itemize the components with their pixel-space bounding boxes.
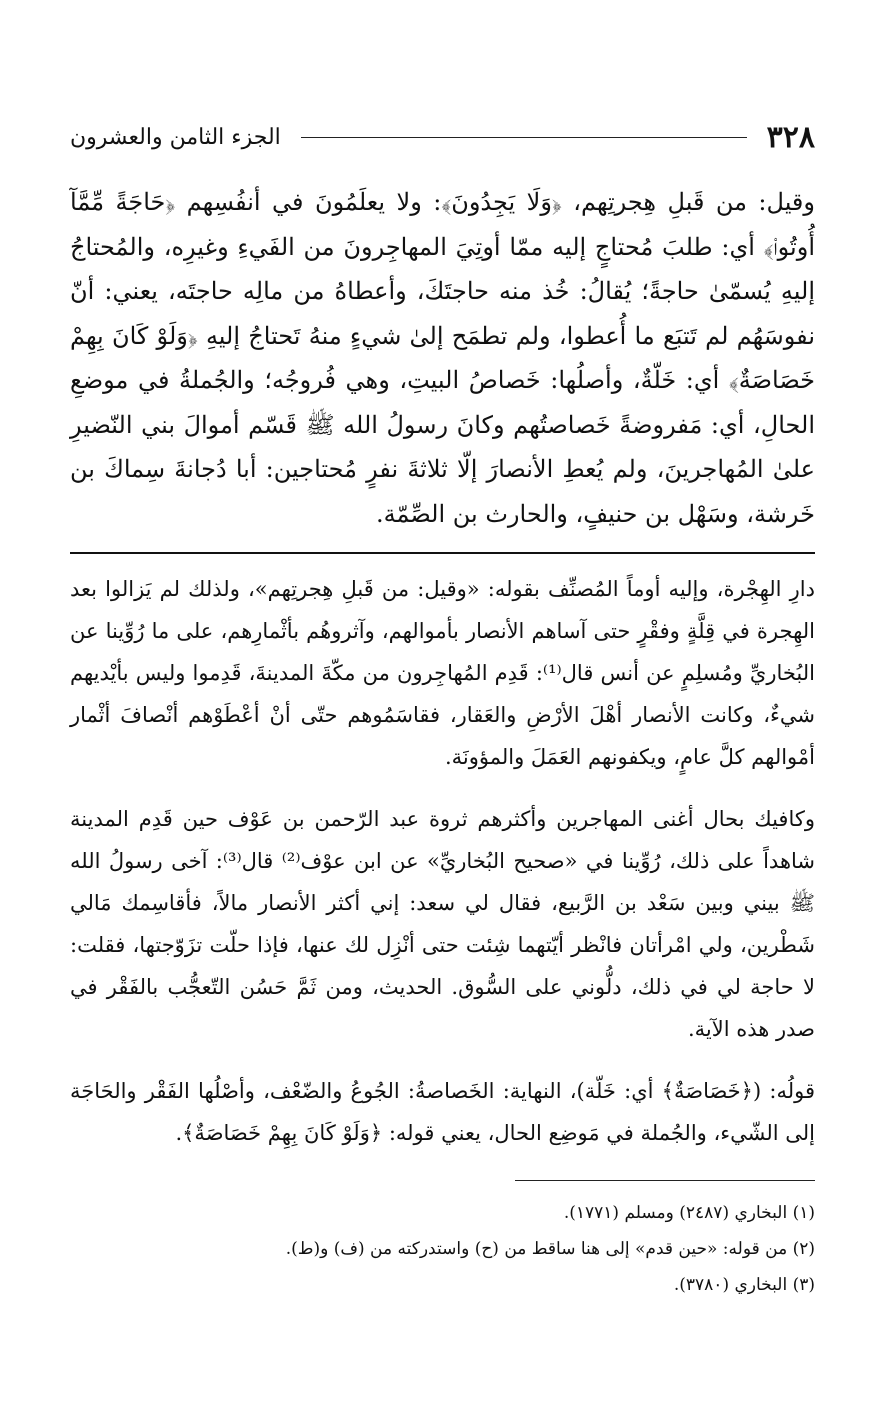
footnote-3: (٣) البخاري (٣٧٨٠). bbox=[673, 1275, 815, 1295]
page-header bbox=[70, 112, 815, 162]
book-page bbox=[70, 112, 815, 1303]
main-text bbox=[70, 180, 815, 536]
commentary-paragraph-2: وكافيك بحال أغنى المهاجرين وأكثرهم ثروة عبد الرّحمن بن عَوْف حين قَدِم المدينة شاهداً على ذلك، رُوِّينا في «صحيح البُخاريِّ» عن ابن عوْف⁽²⁾ قال⁽³⁾: آخى رسولُ الله ﷺ بيني وبين سَعْد بن الرَّبيع، فقال لي سعد: إني أكثر الأنصار مالاً، فأقاسِمك مَالي شَطْرين، ولي امْرأتان فانْظر أيّتهما شِئت حتى أنْزِل لك عنها، فإذا حلّت تزَوّجتها، فقلت: لا حاجة لي في ذلك، دلُّوني على السُّوق. الحديث، ومن ثَمَّ حَسُن التّعجُّب بالفَقْر في صدر هذه الآية. bbox=[70, 807, 816, 1041]
commentary bbox=[70, 568, 815, 1154]
footnote-1: (١) البخاري (٢٤٨٧) ومسلم (١٧٧١). bbox=[563, 1203, 815, 1223]
commentary-paragraph-1: دارِ الهِجْرة، وإليه أوماً المُصنِّف بقوله: «وقيل: من قَبلِ هِجرتِهم»، ولذلك لم يَزالوا بعد الهِجرة في قِلَّةٍ وفقْرٍ حتى آساهم الأنصار بأموالهم، وآثروهُم بأثْمارِهم، على ما رُوِّينا عن البُخاريِّ ومُسلِمٍ عن أنس قال⁽¹⁾: قَدِم المُهاجِرون من مكّةَ المدينةَ، قَدِموا وليس بأيْديهم شيءٌ، وكانت الأنصار أهْلَ الأرْضِ والعَقار، فقاسَمُوهم حتّى أنْ أعْطَوْهم أنْصافَ أثْمار أمْوالهم كلَّ عامٍ، ويكفونهم العَمَلَ والمؤونَة. bbox=[70, 577, 815, 769]
footnotes bbox=[70, 1195, 815, 1303]
commentary-paragraph-3: قولُه: (﴿خَصَاصَةٌ﴾ أي: خَلّة)، النهاية: الخَصاصةُ: الجُوعُ والضّعْف، وأصْلُها الفَقْر والحَاجَة إلى الشّيء، والجُملة في مَوضِع الحال، يعني قوله: ﴿وَلَوْ كَانَ بِهِمْ خَصَاصَةٌ﴾. bbox=[70, 1079, 815, 1145]
section-divider bbox=[70, 552, 815, 554]
running-title: الجزء الثامن والعشرون bbox=[70, 124, 281, 150]
footnote-divider bbox=[515, 1180, 815, 1181]
header-rule bbox=[301, 137, 747, 138]
main-paragraph: وقيل: من قَبلِ هِجرتِهم، ﴿وَلَا يَجِدُونَ﴾: ولا يعلَمُونَ في أنفُسِهم ﴿حَاجَةً مِّمَّآ أُوتُوا۟﴾ أي: طلبَ مُحتاجٍ إليه ممّا أوتِيَ المهاجِرونَ من الفَيءِ وغيرِه، والمُحتاجُ إليهِ يُسمّىٰ حاجةً؛ يُقالُ: خُذ منه حاجتَكَ، وأعطاهُ من مالِه حاجتَه، يعني: أنّ نفوسَهُم لم تَتبَع ما أُعطوا، ولم تطمَح إلىٰ شيءٍ منهُ تَحتاجُ إليهِ ﴿وَلَوْ كَانَ بِهِمْ خَصَاصَةٌ﴾ أي: خَلّةٌ، وأصلُها: خَصاصُ البيتِ، وهي فُروجُه؛ والجُملةُ في موضعِ الحالِ، أي: مَفروضةً خَصاصتُهم وكانَ رسولُ الله ﷺ قَسّم أموالَ بني النّضيرِ علىٰ المُهاجرينَ، ولم يُعطِ الأنصارَ إلّا ثلاثةَ نفرٍ مُحتاجين: أبا دُجانةَ سِماكَ بن خَرشة، وسَهْل بن حنيفٍ، والحارث بن الصِّمّة. bbox=[70, 188, 815, 528]
page-number: ٣٢٨ bbox=[766, 119, 815, 155]
footnote-2: (٢) من قوله: «حين قدم» إلى هنا ساقط من (ح) واستدركته من (ف) و(ط). bbox=[285, 1239, 815, 1259]
